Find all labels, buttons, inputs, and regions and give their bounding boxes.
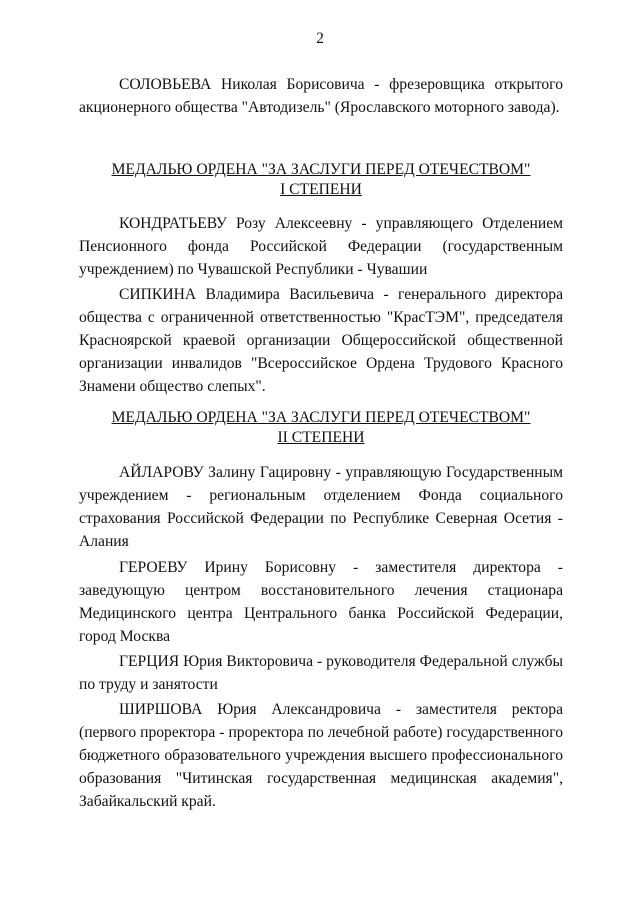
award-entry-shirshov: ШИРШОВА Юрия Александровича - заместителя ректора (первого проректора - проректора по лечебной работе) государственного бюджетного образовательного учреждения высшего профессионального образования "Читинская государственная медицинская академия", Забайкальский край. [79, 701, 563, 810]
award-entry-sipkin: СИПКИНА Владимира Васильевича - генерального директора общества с ограниченной ответственностью "КрасТЭМ", председателя Красноярской краевой организации Общероссийской общественной организации инвалидов "Всероссийское Ордена Трудового Красного Знамени общество слепых". [79, 286, 563, 395]
award-entry-gertsiya: ГЕРЦИЯ Юрия Викторовича - руководителя Федеральной службы по труду и занятости [79, 653, 563, 693]
award-entry-kondratyeva: КОНДРАТЬЕВУ Розу Алексеевну - управляющего Отделением Пенсионного фонда Российской Федерации (государственным учреждением) по Чувашской Республики - Чувашии [79, 215, 563, 278]
section-heading-line: МЕДАЛЬЮ ОРДЕНА "ЗА ЗАСЛУГИ ПЕРЕД ОТЕЧЕСТВОМ" [111, 409, 531, 426]
section-heading-degree-1 [79, 160, 563, 200]
award-entry-geroeva: ГЕРОЕВУ Ирину Борисовну - заместителя директора - заведующую центром восстановительного лечения стационара Медицинского центра Центрального банка Российской Федерации, город Москва [79, 559, 563, 645]
section-heading-line: I СТЕПЕНИ [280, 181, 362, 198]
section-heading-line: МЕДАЛЬЮ ОРДЕНА "ЗА ЗАСЛУГИ ПЕРЕД ОТЕЧЕСТВОМ" [111, 161, 531, 178]
section-heading-degree-2 [79, 408, 563, 448]
award-entry-aylarova: АЙЛАРОВУ Залину Гацировну - управляющую Государственным учреждением - региональным отделением Фонда социального страхования Российской Федерации по Республике Северная Осетия - Алания [79, 464, 563, 550]
section-heading-line: II СТЕПЕНИ [277, 429, 365, 446]
award-entry-solovyev: СОЛОВЬЕВА Николая Борисовича - фрезеровщика открытого акционерного общества "Автодизель" (Ярославского моторного завода). [79, 76, 563, 116]
page-number: 2 [316, 30, 324, 47]
